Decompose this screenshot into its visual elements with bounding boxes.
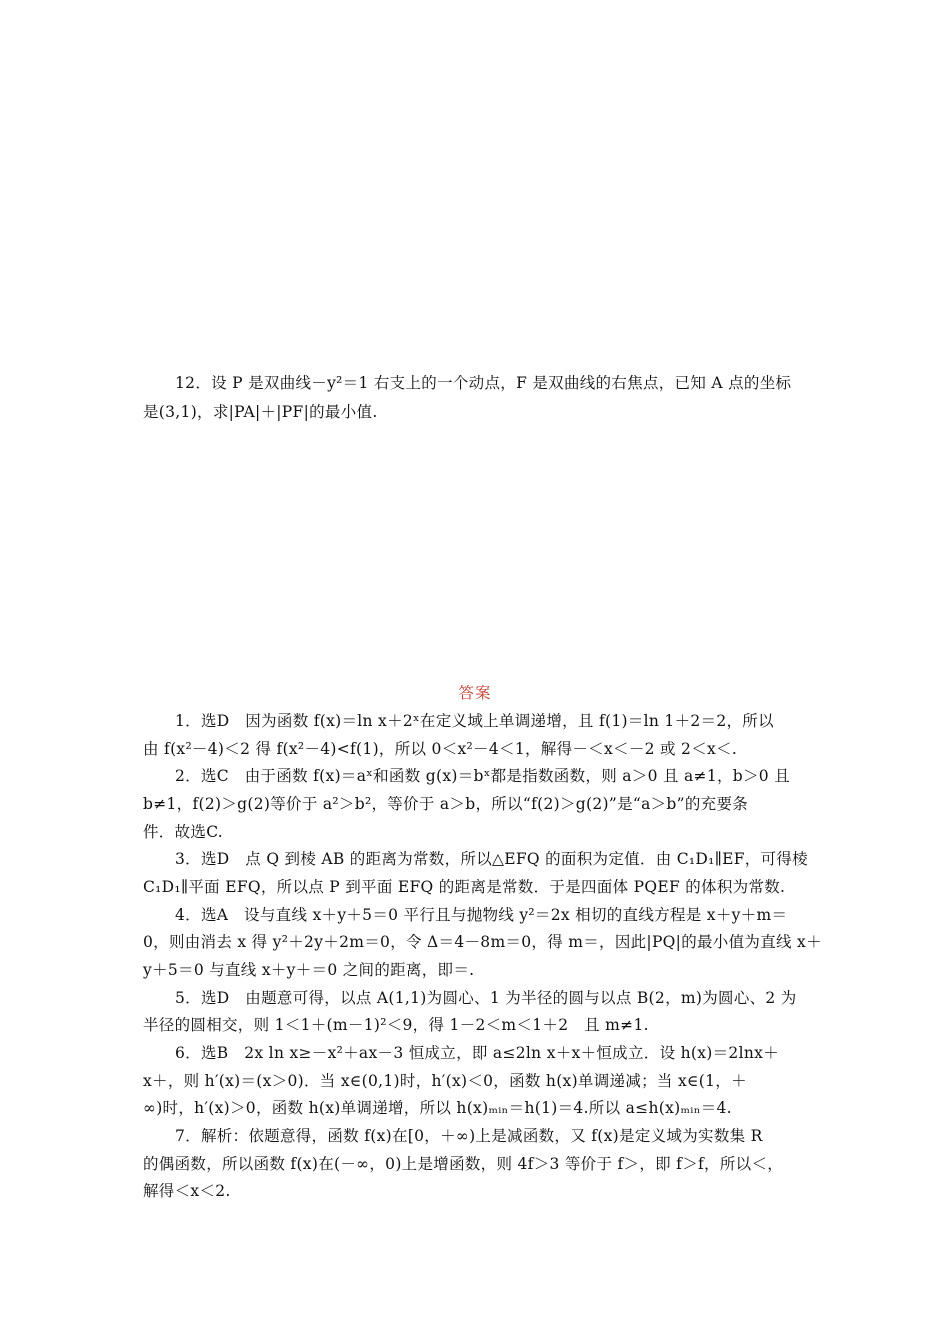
answer-6-line: ∞)时，h′(x)＞0，函数 h(x)单调递增，所以 h(x)ₘᵢₙ＝h(1)＝4.所以 a≤h(x)ₘᵢₙ＝4.	[143, 1099, 732, 1117]
answer-1-line: 由 f(x²－4)＜2 得 f(x²－4)<f(1)，所以 0＜x²－4＜1，解得－＜x＜－2 或 2＜x＜.	[143, 740, 738, 758]
answer-7-line: 的偶函数，所以函数 f(x)在(－∞，0)上是增函数，则 4f＞3 等价于 f＞，即 f＞f，所以＜，	[143, 1155, 784, 1173]
answer-6-line: x＋，则 h′(x)＝(x＞0)．当 x∈(0,1)时，h′(x)＜0，函数 h(x)单调递减；当 x∈(1，＋	[143, 1072, 747, 1090]
answers-title: 答案	[458, 684, 492, 702]
answer-4-line: y＋5＝0 与直线 x＋y＋＝0 之间的距离，即＝.	[143, 961, 475, 979]
answer-7-line: 7．解析：依题意得，函数 f(x)在[0，＋∞)上是减函数，又 f(x)是定义域为实数集 R	[175, 1127, 763, 1145]
answer-2-line: 2．选C 由于函数 f(x)＝aˣ和函数 g(x)＝bˣ都是指数函数，则 a＞0 且 a≠1，b＞0 且	[175, 767, 790, 785]
answer-5-line: 半径的圆相交，则 1＜1＋(m－1)²＜9，得 1－2＜m＜1＋2 且 m≠1.	[143, 1016, 649, 1034]
answer-2-line: 件．故选C.	[143, 823, 224, 841]
answer-7-line: 解得＜x＜2.	[143, 1182, 231, 1200]
answer-2-line: b≠1，f(2)＞g(2)等价于 a²＞b²，等价于 a＞b，所以“f(2)＞g(2)”是“a＞b”的充要条	[143, 795, 749, 813]
answer-3-line: 3．选D 点 Q 到棱 AB 的距离为常数，所以△EFQ 的面积为定值．由 C₁D₁∥EF，可得棱	[175, 850, 808, 868]
answer-4-line: 0，则由消去 x 得 y²＋2y＋2m＝0，令 Δ＝4－8m＝0，得 m＝，因此|PQ|的最小值为直线 x＋	[143, 933, 822, 951]
answer-3-line: C₁D₁∥平面 EFQ，所以点 P 到平面 EFQ 的距离是常数．于是四面体 PQEF 的体积为常数.	[143, 878, 786, 896]
answer-6-line: 6．选B 2x ln x≥－x²＋ax－3 恒成立，即 a≤2ln x＋x＋恒成立．设 h(x)＝2lnx＋	[175, 1044, 779, 1062]
answer-5-line: 5．选D 由题意可得，以点 A(1,1)为圆心、1 为半径的圆与以点 B(2，m)为圆心、2 为	[175, 989, 797, 1007]
answer-1-line: 1．选D 因为函数 f(x)＝ln x＋2ˣ在定义域上单调递增，且 f(1)＝ln 1＋2＝2，所以	[175, 712, 774, 730]
problem-line: 12．设 P 是双曲线－y²＝1 右支上的一个动点，F 是双曲线的右焦点，已知 A 点的坐标	[175, 374, 792, 392]
problem-line: 是(3,1)，求|PA|＋|PF|的最小值.	[143, 403, 378, 421]
answer-4-line: 4．选A 设与直线 x＋y＋5＝0 平行且与抛物线 y²＝2x 相切的直线方程是 x＋y＋m＝	[175, 906, 788, 924]
